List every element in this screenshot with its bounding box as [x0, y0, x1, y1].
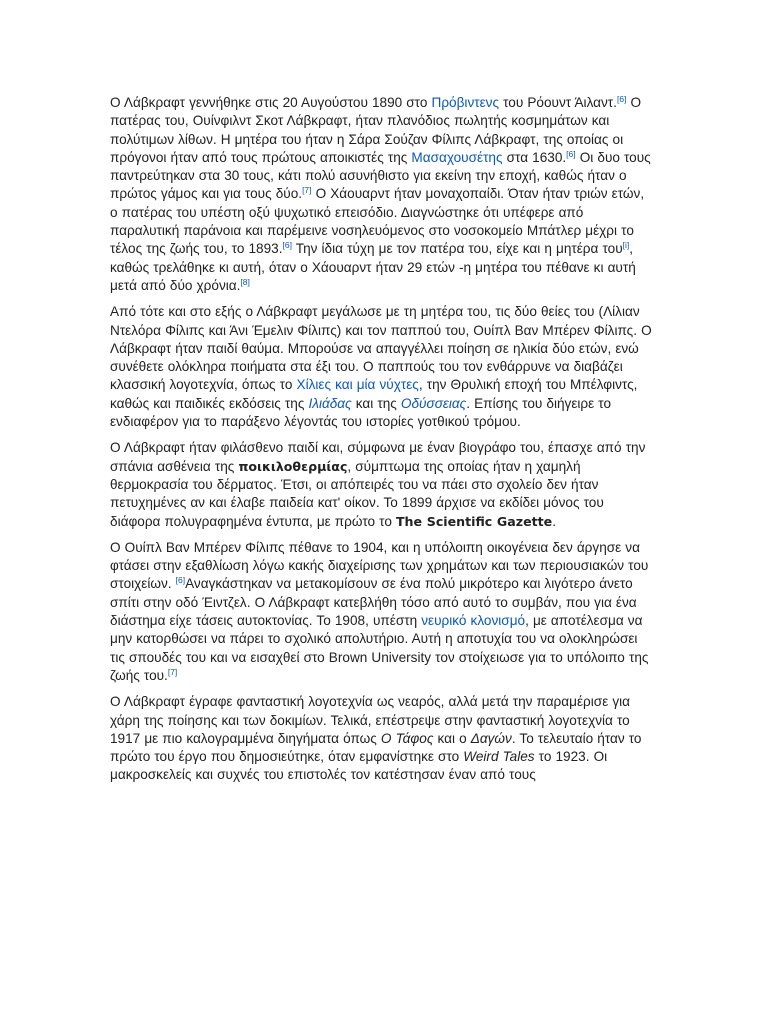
- text-run: Ο πατέρας του, Ουίνφιλντ Σκοτ Λάβκραφτ, ήταν πλανόδιος πωλητής κοσμημάτων και πολύτιμων λίθων. Η μητέρα του ήταν η Σάρα Σούζαν Φίλιπς Λάβκραφτ, της οποίας οι πρόγονοι ήταν από τους πρώτους αποικιστές της: [110, 95, 642, 165]
- italic-title: Δαγών: [470, 730, 512, 746]
- text-run: το 1923. Οι μακροσκελείς και συχνές του επιστολές τον κατέστησαν έναν από τους: [110, 749, 608, 783]
- text-run: στα 1630.: [502, 149, 567, 165]
- text-run: Την ίδια τύχη με τον πατέρα του, είχε και η μητέρα του: [291, 241, 623, 257]
- text-run: Αναγκάστηκαν να μετακομίσουν σε ένα πολύ μικρότερο και λιγότερο άνετο σπίτι στην οδό Έιντζελ. Ο Λάβκραφτ κατεβλήθη τόσο από αυτό το συμβάν, που για ένα διάστημα είχε τάσεις αυτοκτονίας. Το 1908, υπέστη: [110, 576, 637, 629]
- reference-link[interactable]: [6]: [175, 575, 186, 586]
- text-run: Ο Χάουαρντ ήταν μοναχοπαίδι. Όταν ήταν τριών ετών, ο πατέρας του υπέστη οξύ ψυχωτικό επεισόδιο. Διαγνώστηκε ότι υπέφερε από παραλυτική παράνοια και παρέμεινε νοσηλευόμενος στο νοσοκομείο Μπάτλερ μέχρι το τέλος της ζωής του, το 1893.: [110, 186, 645, 257]
- wiki-link[interactable]: Πρόβιντενς: [431, 95, 500, 110]
- text-run: Ο Λάβκραφτ ήταν φιλάσθενο παιδί και, σύμφωνα με έναν βιογράφο του, έπασχε από την σπάνια ασθένεια της: [110, 440, 646, 474]
- reference-link[interactable]: [6]: [282, 240, 292, 251]
- reference-link[interactable]: [7]: [302, 185, 312, 196]
- text-run: Από τότε και στο εξής ο Λάβκραφτ μεγάλωσε με τη μητέρα του, τις δύο θείες του (Λίλιαν Ντελόρα Φίλιπς και Άνι Έμελιν Φίλιπς) και τον παππού του, Ουίπλ Βαν Μπέρεν Φίλιπς. Ο Λάβκραφτ ήταν παιδί θαύμα. Μπορούσε να απαγγέλλει ποίηση σε ηλικία δύο ετών, ενώ συνέθετε ολόκληρα ποιήματα στα έξι του. Ο παππούς του τον ενθάρρυνε να διαβάζει κλασσική λογοτεχνία, όπως το: [110, 304, 652, 393]
- italic-title: Weird Tales: [463, 749, 535, 765]
- reference-link[interactable]: [6]: [566, 148, 576, 159]
- text-run: , καθώς τρελάθηκε κι αυτή, όταν ο Χάουαρντ ήταν 29 ετών -η μητέρα του πέθανε κι αυτή μετά από δύο χρόνια.: [110, 241, 636, 293]
- reference-link[interactable]: [7]: [167, 666, 178, 677]
- wiki-link[interactable]: νευρικό κλονισμό: [421, 613, 526, 629]
- paragraph-3: [110, 439, 655, 530]
- text-run: Ο Λάβκραφτ έγραφε φανταστική λογοτεχνία ως νεαρός, αλλά μετά την παραμέρισε για χάρη της ποίησης και των δοκιμίων. Τελικά, επέστρεψε στην φανταστική λογοτεχνία το 1917 με πιο καλογραμμένα διηγήματα όπως: [110, 694, 631, 746]
- article-body: [110, 94, 655, 793]
- paragraph-1: [110, 94, 655, 295]
- wiki-link-italic[interactable]: Ιλιάδας: [308, 395, 352, 411]
- text-run: του Ρόουντ Άιλαντ.: [499, 95, 617, 110]
- italic-title: Ο Τάφος: [380, 730, 434, 746]
- text-run: , με αποτέλεσμα να μην κατορθώσει να πάρει το σχολικό απολυτήριο. Αυτή η αποτυχία του να ολοκληρώσει τις σπουδές του και να εισαχθεί στο Brown University τον στοίχειωσε για το υπόλοιπο της ζωής του.: [110, 613, 649, 683]
- text-run: . Το τελευταίο ήταν το πρώτο του έργο που δημοσιεύτηκε, όταν εμφανίστηκε στο: [110, 730, 642, 765]
- bold-term: The Scientific Gazette: [395, 513, 553, 529]
- paragraph-4: [110, 539, 655, 685]
- wiki-link-italic[interactable]: Οδύσσειας: [400, 395, 467, 411]
- reference-link[interactable]: [i]: [622, 240, 630, 251]
- text-run: Οι δυο τους παντρεύτηκαν στα 30 τους, κάτι πολύ ασυνήθιστο για εκείνη την εποχή, καθώς ήταν ο πρώτος γάμος και για τους δύο.: [110, 149, 651, 202]
- reference-link[interactable]: [8]: [240, 276, 250, 287]
- text-run: . Επίσης του διήγειρε το ενδιαφέρον για το παράξενο λέγοντάς του ιστορίες γοτθικού τρόμου.: [110, 395, 612, 430]
- text-run: , την Θρυλική εποχή του Μπέλφιντς, καθώς και παιδικές εκδόσεις της: [110, 377, 638, 411]
- text-run: και της: [351, 395, 401, 411]
- text-run: και ο: [433, 730, 471, 746]
- paragraph-2: [110, 303, 655, 431]
- text-run: Ο Λάβκραφτ γεννήθηκε στις 20 Αυγούστου 1890 στο: [110, 95, 432, 110]
- wiki-link[interactable]: Μασαχουσέτης: [411, 149, 503, 165]
- paragraph-5: [110, 693, 655, 784]
- text-run: Ο Ουίπλ Βαν Μπέρεν Φίλιπς πέθανε το 1904, και η υπόλοιπη οικογένεια δεν άργησε να φτάσει στην εξαθλίωση λόγω κακής διαχείρισης των χρημάτων και των περιουσιακών του στοιχείων.: [110, 539, 649, 592]
- bold-term: ποικιλοθερμίας: [238, 458, 348, 474]
- reference-link[interactable]: [6]: [616, 94, 627, 104]
- wiki-link[interactable]: Χίλιες και μία νύχτες: [296, 377, 419, 393]
- text-run: , σύμπτωμα της οποίας ήταν η χαμηλή θερμοκρασία του δέρματος. Έτσι, οι απόπειρές του να πάει στο σχολείο δεν ήταν πετυχημένες αν και έλαβε παιδεία κατ' οίκον. Το 1899 άρχισε να εκδίδει μόνος του διάφορα πολυγραφημένα έντυπα, με πρώτο το: [110, 458, 604, 529]
- text-run: .: [552, 513, 557, 529]
